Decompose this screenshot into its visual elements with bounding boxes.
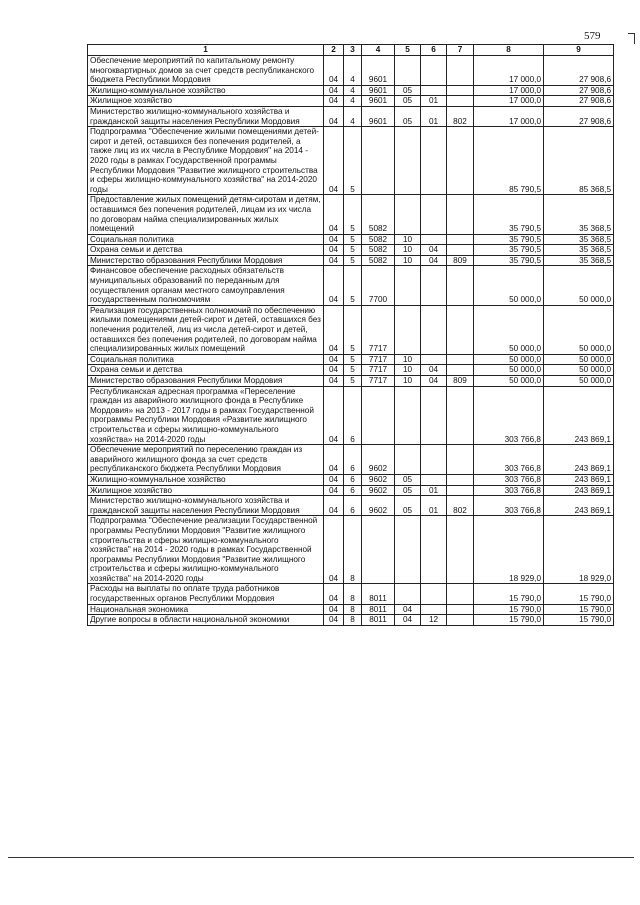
cell-vr — [447, 266, 474, 305]
cell-target-code: 7717 — [362, 376, 395, 387]
cell-program-code: 4 — [344, 85, 362, 96]
cell-amount-2016: 243 869,1 — [544, 496, 614, 516]
table-row — [88, 266, 614, 305]
cell-program-code: 6 — [344, 445, 362, 475]
table-row — [88, 376, 614, 387]
table-row — [88, 56, 614, 86]
cell-name: Финансовое обеспечение расходных обязательств муниципальных образований по переданным для осуществления органам местного самоуправления государственным полномочиям — [88, 266, 324, 305]
table-row — [88, 106, 614, 126]
cell-vr — [447, 445, 474, 475]
cell-target-code — [362, 386, 395, 445]
cell-name: Жилищное хозяйство — [88, 485, 324, 496]
cell-ministry-code: 04 — [324, 445, 344, 475]
cell-target-code: 5082 — [362, 255, 395, 266]
cell-target-code: 9602 — [362, 445, 395, 475]
cell-ministry-code: 04 — [324, 376, 344, 387]
cell-target-code: 9601 — [362, 96, 395, 107]
cell-program-code: 6 — [344, 496, 362, 516]
cell-subsection: 04 — [421, 365, 447, 376]
cell-subsection — [421, 85, 447, 96]
cell-subsection: 04 — [421, 245, 447, 256]
cell-ministry-code: 04 — [324, 584, 344, 604]
table-row — [88, 195, 614, 234]
cell-program-code: 5 — [344, 354, 362, 365]
cell-amount-2016: 15 790,0 — [544, 584, 614, 604]
cell-target-code: 7717 — [362, 305, 395, 354]
cell-ministry-code: 04 — [324, 127, 344, 195]
cell-name: Другие вопросы в области национальной экономики — [88, 615, 324, 626]
cell-target-code: 9601 — [362, 56, 395, 86]
cell-section — [395, 445, 421, 475]
cell-vr — [447, 85, 474, 96]
cell-section: 05 — [395, 85, 421, 96]
cell-section — [395, 516, 421, 584]
cell-subsection — [421, 584, 447, 604]
cell-section — [395, 195, 421, 234]
cell-amount-2016: 50 000,0 — [544, 365, 614, 376]
table-row — [88, 245, 614, 256]
cell-amount-2015: 35 790,5 — [474, 255, 544, 266]
cell-target-code: 7700 — [362, 266, 395, 305]
cell-subsection — [421, 354, 447, 365]
cell-ministry-code: 04 — [324, 485, 344, 496]
cell-name: Расходы на выплаты по оплате труда работников государственных органов Республики Мордовия — [88, 584, 324, 604]
cell-vr: 809 — [447, 376, 474, 387]
table-row — [88, 96, 614, 107]
cell-section — [395, 266, 421, 305]
cell-vr — [447, 474, 474, 485]
cell-section — [395, 127, 421, 195]
cell-target-code: 7717 — [362, 365, 395, 376]
cell-ministry-code: 04 — [324, 106, 344, 126]
bottom-rule — [8, 857, 634, 858]
cell-subsection — [421, 195, 447, 234]
budget-table — [87, 44, 614, 626]
cell-amount-2015: 35 790,5 — [474, 195, 544, 234]
cell-amount-2016: 35 368,5 — [544, 195, 614, 234]
cell-program-code: 5 — [344, 305, 362, 354]
cell-amount-2015: 15 790,0 — [474, 604, 544, 615]
cell-target-code: 5082 — [362, 245, 395, 256]
cell-amount-2016: 15 790,0 — [544, 604, 614, 615]
table-row — [88, 604, 614, 615]
cell-vr — [447, 56, 474, 86]
cell-name: Республиканская адресная программа «Переселение граждан из аварийного жилищного фонда в Республике Мордовия» на 2013 - 2017 годы в рамках Государственной программы Республики Мордовия «Развитие жилищного строительства и сферы жилищно-коммунального хозяйства» на 2014-2020 годы — [88, 386, 324, 445]
table-row — [88, 496, 614, 516]
table-row — [88, 615, 614, 626]
cell-amount-2016: 27 908,6 — [544, 96, 614, 107]
cell-amount-2015: 50 000,0 — [474, 376, 544, 387]
cell-name: Реализация государственных полномочий по обеспечению жилыми помещениями детей-сирот и детей, оставшихся без попечения родителей, лиц из числа детей-сирот и детей, оставшихся без попечения родителей, по договорам найма специализированных жилых помещений — [88, 305, 324, 354]
cell-program-code: 5 — [344, 127, 362, 195]
cell-program-code: 5 — [344, 234, 362, 245]
cell-amount-2015: 17 000,0 — [474, 56, 544, 86]
table-row — [88, 474, 614, 485]
cell-program-code: 6 — [344, 386, 362, 445]
cell-target-code: 8011 — [362, 615, 395, 626]
cell-subsection — [421, 604, 447, 615]
cell-amount-2015: 17 000,0 — [474, 85, 544, 96]
cell-section: 05 — [395, 96, 421, 107]
cell-vr — [447, 365, 474, 376]
cell-section: 05 — [395, 106, 421, 126]
cell-section: 04 — [395, 604, 421, 615]
cell-ministry-code: 04 — [324, 474, 344, 485]
table-row — [88, 354, 614, 365]
column-header-9: 9 — [544, 45, 614, 56]
cell-target-code: 9601 — [362, 106, 395, 126]
column-header-8: 8 — [474, 45, 544, 56]
cell-amount-2015: 303 766,8 — [474, 474, 544, 485]
cell-program-code: 8 — [344, 584, 362, 604]
cell-subsection — [421, 127, 447, 195]
cell-name: Обеспечение мероприятий по капитальному ремонту многоквартирных домов за счет средств республиканского бюджета Республики Мордовия — [88, 56, 324, 86]
table-row — [88, 445, 614, 475]
cell-subsection: 01 — [421, 96, 447, 107]
cell-section — [395, 56, 421, 86]
cell-ministry-code: 04 — [324, 354, 344, 365]
cell-name: Жилищно-коммунальное хозяйство — [88, 85, 324, 96]
cell-section: 10 — [395, 255, 421, 266]
cell-program-code: 4 — [344, 96, 362, 107]
cell-section — [395, 584, 421, 604]
cell-amount-2015: 15 790,0 — [474, 615, 544, 626]
cell-name: Охрана семьи и детства — [88, 365, 324, 376]
cell-amount-2015: 303 766,8 — [474, 485, 544, 496]
cell-amount-2016: 27 908,6 — [544, 85, 614, 96]
column-header-5: 5 — [395, 45, 421, 56]
cell-vr — [447, 584, 474, 604]
table-body — [88, 56, 614, 626]
cell-name: Жилищное хозяйство — [88, 96, 324, 107]
cell-vr — [447, 127, 474, 195]
table-row — [88, 305, 614, 354]
cell-amount-2016: 35 368,5 — [544, 255, 614, 266]
cell-section: 05 — [395, 496, 421, 516]
cell-name: Подпрограмма "Обеспечение жилыми помещениями детей-сирот и детей, оставшихся без попечения родителей, а также лиц из их числа в Республике Мордовия" на 2014 - 2020 годы в рамках Государственной программы Республики Мордовия "Развитие жилищного строительства и сферы жилищно-коммунального хозяйства" на 2014-2020 годы — [88, 127, 324, 195]
page-number: 579 — [584, 30, 601, 42]
cell-vr: 802 — [447, 106, 474, 126]
cell-program-code: 8 — [344, 516, 362, 584]
cell-ministry-code: 04 — [324, 604, 344, 615]
cell-vr — [447, 615, 474, 626]
cell-program-code: 6 — [344, 474, 362, 485]
cell-target-code: 8011 — [362, 604, 395, 615]
cell-subsection: 12 — [421, 615, 447, 626]
cell-section: 10 — [395, 234, 421, 245]
cell-ministry-code: 04 — [324, 195, 344, 234]
cell-amount-2015: 85 790,5 — [474, 127, 544, 195]
cell-subsection — [421, 56, 447, 86]
cell-name: Министерство жилищно-коммунального хозяйства и гражданской защиты населения Республики Мордовия — [88, 496, 324, 516]
cell-target-code: 5082 — [362, 195, 395, 234]
cell-subsection — [421, 234, 447, 245]
cell-subsection — [421, 386, 447, 445]
cell-section: 10 — [395, 365, 421, 376]
cell-amount-2015: 50 000,0 — [474, 365, 544, 376]
cell-ministry-code: 04 — [324, 255, 344, 266]
cell-vr — [447, 604, 474, 615]
cell-ministry-code: 04 — [324, 386, 344, 445]
cell-vr — [447, 516, 474, 584]
cell-amount-2016: 35 368,5 — [544, 234, 614, 245]
cell-subsection: 04 — [421, 255, 447, 266]
cell-section: 04 — [395, 615, 421, 626]
column-header-6: 6 — [421, 45, 447, 56]
cell-vr: 802 — [447, 496, 474, 516]
cell-program-code: 5 — [344, 245, 362, 256]
cell-target-code — [362, 516, 395, 584]
cell-subsection — [421, 516, 447, 584]
cell-amount-2015: 303 766,8 — [474, 496, 544, 516]
cell-target-code: 9602 — [362, 474, 395, 485]
cell-vr: 809 — [447, 255, 474, 266]
cell-ministry-code: 04 — [324, 234, 344, 245]
cell-section: 10 — [395, 245, 421, 256]
column-header-2: 2 — [324, 45, 344, 56]
cell-target-code: 7717 — [362, 354, 395, 365]
cell-section: 10 — [395, 376, 421, 387]
cell-subsection — [421, 474, 447, 485]
column-header-1: 1 — [88, 45, 324, 56]
cell-vr — [447, 195, 474, 234]
cell-program-code: 5 — [344, 266, 362, 305]
cell-name: Социальная политика — [88, 234, 324, 245]
cell-vr — [447, 96, 474, 107]
cell-ministry-code: 04 — [324, 496, 344, 516]
cell-amount-2015: 303 766,8 — [474, 386, 544, 445]
cell-target-code: 8011 — [362, 584, 395, 604]
table-row — [88, 234, 614, 245]
cell-target-code: 9601 — [362, 85, 395, 96]
cell-amount-2015: 15 790,0 — [474, 584, 544, 604]
cell-program-code: 4 — [344, 56, 362, 86]
cell-name: Жилищно-коммунальное хозяйство — [88, 474, 324, 485]
cell-subsection: 01 — [421, 106, 447, 126]
cell-target-code — [362, 127, 395, 195]
cell-name: Министерство образования Республики Мордовия — [88, 255, 324, 266]
cell-amount-2015: 303 766,8 — [474, 445, 544, 475]
corner-mark — [628, 33, 635, 44]
cell-subsection: 04 — [421, 376, 447, 387]
cell-ministry-code: 04 — [324, 266, 344, 305]
cell-ministry-code: 04 — [324, 516, 344, 584]
cell-section: 05 — [395, 485, 421, 496]
cell-amount-2016: 18 929,0 — [544, 516, 614, 584]
cell-section: 10 — [395, 354, 421, 365]
cell-amount-2016: 50 000,0 — [544, 266, 614, 305]
column-header-4: 4 — [362, 45, 395, 56]
cell-vr — [447, 354, 474, 365]
cell-name: Национальная экономика — [88, 604, 324, 615]
table-row — [88, 127, 614, 195]
cell-name: Обеспечение мероприятий по переселению граждан из аварийного жилищного фонда за счет средств республиканского бюджета Республики Мордовия — [88, 445, 324, 475]
cell-amount-2016: 50 000,0 — [544, 305, 614, 354]
cell-subsection — [421, 305, 447, 354]
cell-ministry-code: 04 — [324, 365, 344, 376]
cell-amount-2016: 50 000,0 — [544, 376, 614, 387]
cell-amount-2015: 17 000,0 — [474, 106, 544, 126]
cell-name: Подпрограмма "Обеспечение реализации Государственной программы Республики Мордовия "Развитие жилищного строительства и сферы жилищно-коммунального хозяйства" на 2014 - 2020 годы в рамках Государственной программы Республики Мордовия "Развитие жилищного строительства и сферы жилищно-коммунального хозяйства" на 2014-2020 годы — [88, 516, 324, 584]
cell-subsection — [421, 266, 447, 305]
cell-amount-2015: 17 000,0 — [474, 96, 544, 107]
cell-amount-2015: 18 929,0 — [474, 516, 544, 584]
cell-subsection — [421, 445, 447, 475]
cell-vr — [447, 305, 474, 354]
cell-section: 05 — [395, 474, 421, 485]
cell-program-code: 8 — [344, 615, 362, 626]
cell-amount-2015: 50 000,0 — [474, 354, 544, 365]
cell-vr — [447, 234, 474, 245]
cell-vr — [447, 485, 474, 496]
cell-ministry-code: 04 — [324, 245, 344, 256]
cell-amount-2015: 35 790,5 — [474, 245, 544, 256]
cell-section — [395, 386, 421, 445]
table-row — [88, 85, 614, 96]
table-row — [88, 584, 614, 604]
cell-target-code: 9602 — [362, 496, 395, 516]
cell-name: Социальная политика — [88, 354, 324, 365]
cell-name: Охрана семьи и детства — [88, 245, 324, 256]
cell-amount-2015: 35 790,5 — [474, 234, 544, 245]
table-row — [88, 255, 614, 266]
table-row — [88, 386, 614, 445]
cell-program-code: 6 — [344, 485, 362, 496]
cell-name: Предоставление жилых помещений детям-сиротам и детям, оставшимся без попечения родителей, лицам из их числа по договорам найма специализированных жилых помещений — [88, 195, 324, 234]
cell-program-code: 5 — [344, 195, 362, 234]
cell-name: Министерство жилищно-коммунального хозяйства и гражданской защиты населения Республики Мордовия — [88, 106, 324, 126]
table-row — [88, 365, 614, 376]
cell-ministry-code: 04 — [324, 56, 344, 86]
cell-program-code: 4 — [344, 106, 362, 126]
cell-vr — [447, 386, 474, 445]
column-header-3: 3 — [344, 45, 362, 56]
cell-ministry-code: 04 — [324, 305, 344, 354]
cell-vr — [447, 245, 474, 256]
cell-amount-2016: 243 869,1 — [544, 485, 614, 496]
cell-amount-2016: 85 368,5 — [544, 127, 614, 195]
cell-amount-2016: 243 869,1 — [544, 445, 614, 475]
cell-amount-2016: 243 869,1 — [544, 386, 614, 445]
table-header-row — [88, 45, 614, 56]
cell-target-code: 9602 — [362, 485, 395, 496]
cell-amount-2016: 243 869,1 — [544, 474, 614, 485]
cell-program-code: 5 — [344, 376, 362, 387]
column-header-7: 7 — [447, 45, 474, 56]
cell-program-code: 5 — [344, 365, 362, 376]
cell-subsection: 01 — [421, 485, 447, 496]
cell-program-code: 8 — [344, 604, 362, 615]
cell-amount-2015: 50 000,0 — [474, 266, 544, 305]
cell-subsection: 01 — [421, 496, 447, 516]
cell-amount-2016: 15 790,0 — [544, 615, 614, 626]
table-row — [88, 485, 614, 496]
cell-amount-2016: 27 908,6 — [544, 106, 614, 126]
cell-amount-2016: 27 908,6 — [544, 56, 614, 86]
cell-target-code: 5082 — [362, 234, 395, 245]
cell-amount-2016: 50 000,0 — [544, 354, 614, 365]
cell-amount-2015: 50 000,0 — [474, 305, 544, 354]
cell-amount-2016: 35 368,5 — [544, 245, 614, 256]
cell-ministry-code: 04 — [324, 615, 344, 626]
cell-section — [395, 305, 421, 354]
cell-name: Министерство образования Республики Мордовия — [88, 376, 324, 387]
cell-program-code: 5 — [344, 255, 362, 266]
cell-ministry-code: 04 — [324, 85, 344, 96]
table-row — [88, 516, 614, 584]
cell-ministry-code: 04 — [324, 96, 344, 107]
